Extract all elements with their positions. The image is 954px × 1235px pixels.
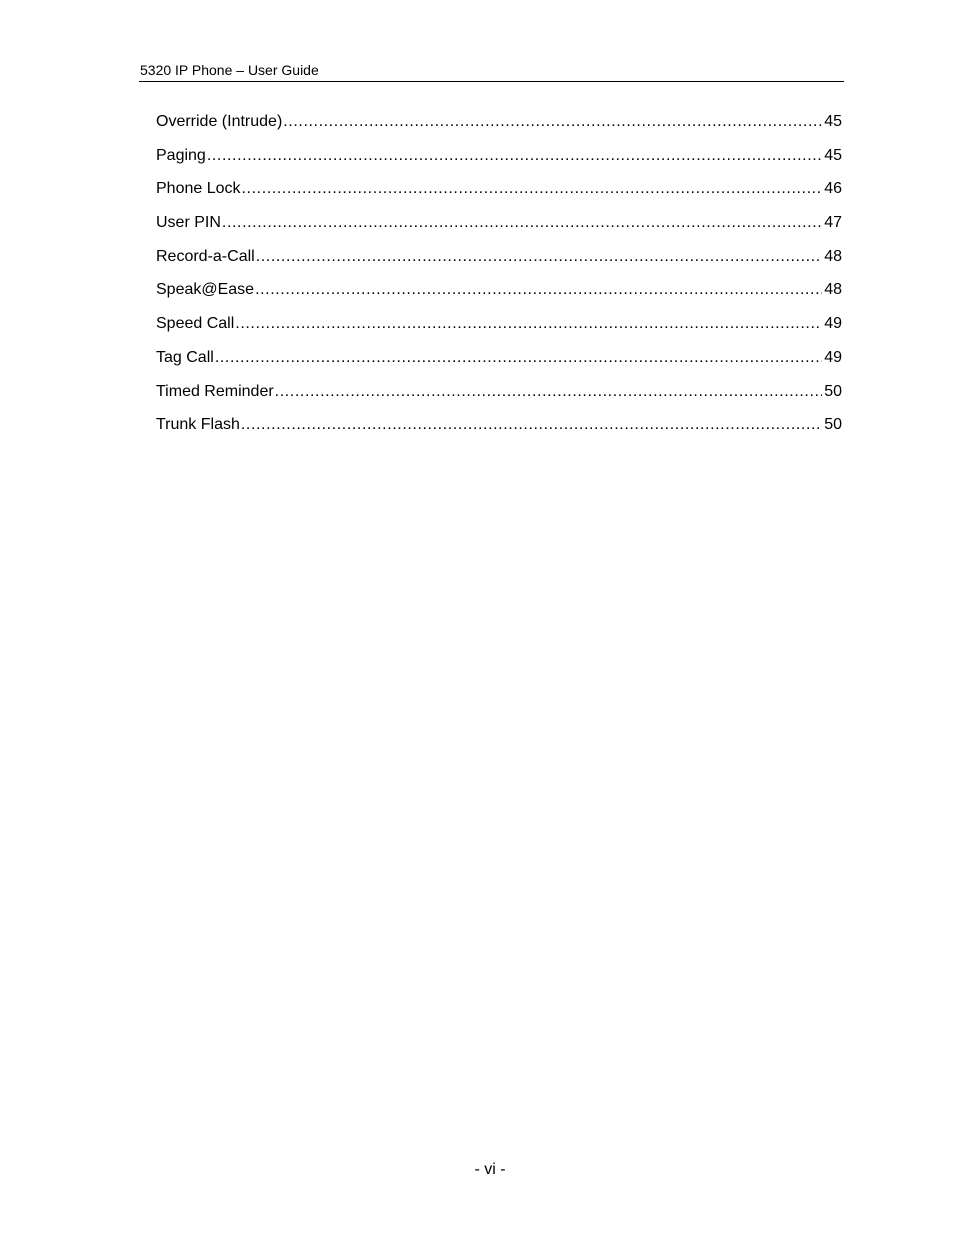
toc-entry-page: 45: [824, 146, 842, 164]
toc-entry-page: 50: [824, 382, 842, 400]
toc-entry-title: User PIN: [156, 214, 221, 232]
toc-entry-title: Timed Reminder: [156, 382, 274, 400]
toc-entry-trunk-flash[interactable]: [156, 413, 842, 447]
toc-entry-page: 50: [824, 416, 842, 434]
toc-entry-page: 49: [824, 348, 842, 366]
toc-entry-tag-call[interactable]: [156, 346, 842, 380]
toc-entry-page: 49: [824, 315, 842, 333]
toc-entry-title: Paging: [156, 146, 206, 164]
table-of-contents: [156, 110, 842, 447]
toc-entry-override-intrude[interactable]: [156, 110, 842, 144]
page-number: - vi -: [474, 1161, 506, 1178]
toc-entry-page: 48: [824, 281, 842, 299]
toc-dot-leader: [275, 380, 823, 404]
toc-entry-title: Trunk Flash: [156, 416, 240, 434]
toc-entry-page: 48: [824, 247, 842, 265]
toc-entry-record-a-call[interactable]: [156, 245, 842, 279]
page-footer: [0, 1160, 954, 1179]
toc-dot-leader: [222, 211, 822, 235]
toc-dot-leader: [283, 110, 822, 134]
toc-dot-leader: [256, 245, 823, 269]
toc-dot-leader: [242, 177, 823, 201]
running-header: [139, 61, 844, 82]
toc-entry-title: Override (Intrude): [156, 113, 283, 130]
toc-entry-speak-at-ease[interactable]: [156, 278, 842, 312]
toc-entry-paging[interactable]: [156, 144, 842, 178]
toc-entry-speed-call[interactable]: [156, 312, 842, 346]
toc-entry-title: Speak@Ease: [156, 281, 255, 299]
toc-entry-page: 47: [824, 214, 842, 232]
document-title: 5320 IP Phone – User Guide: [140, 62, 319, 78]
toc-dot-leader: [241, 413, 822, 437]
toc-entry-title: Tag Call: [156, 348, 214, 366]
toc-entry-title: Record-a-Call: [156, 247, 255, 265]
toc-entry-user-pin[interactable]: [156, 211, 842, 245]
toc-entry-phone-lock[interactable]: [156, 177, 842, 211]
toc-dot-leader: [255, 278, 822, 302]
toc-dot-leader: [235, 312, 822, 336]
toc-entry-page: 45: [824, 113, 842, 130]
toc-entry-page: 46: [824, 180, 842, 198]
toc-dot-leader: [207, 144, 822, 168]
toc-entry-title: Phone Lock: [156, 180, 241, 198]
toc-entry-timed-reminder[interactable]: [156, 380, 842, 414]
toc-dot-leader: [215, 346, 822, 370]
toc-entry-title: Speed Call: [156, 315, 235, 333]
